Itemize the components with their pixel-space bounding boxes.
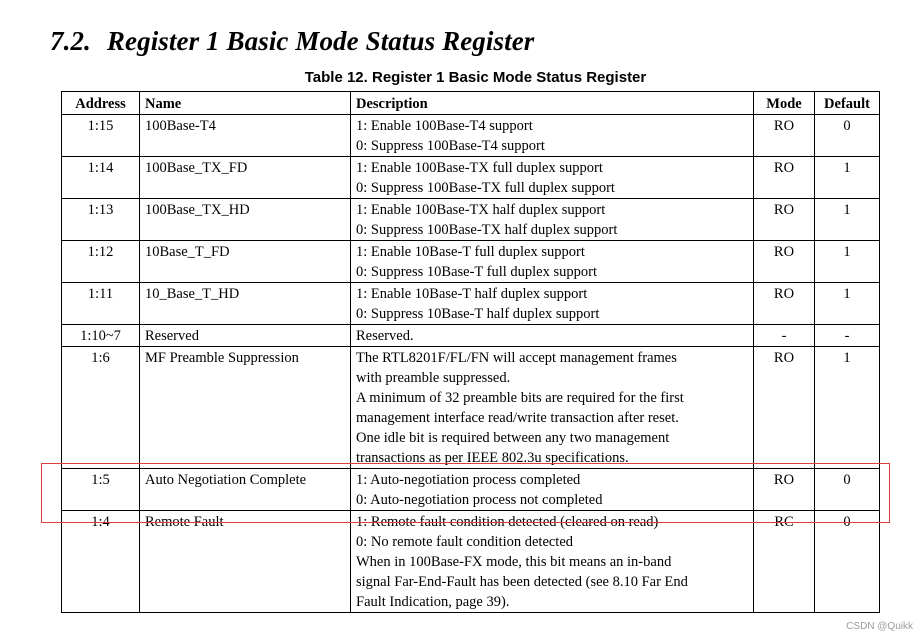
- table-caption: Table 12. Register 1 Basic Mode Status Register: [304, 69, 647, 86]
- description-line: with preamble suppressed.: [356, 370, 511, 386]
- cell-address: 1:11: [62, 283, 140, 325]
- cell-address: 1:5: [62, 469, 140, 511]
- description-line: management interface read/write transaction after reset.: [356, 410, 679, 426]
- description-line: 1: Remote fault condition detected (cleared on read): [356, 514, 659, 530]
- table-row: [62, 241, 880, 283]
- description-line: The RTL8201F/FL/FN will accept management frames: [356, 350, 677, 366]
- description-line: transactions as per IEEE 802.3u specifications.: [356, 450, 629, 466]
- header-name: Name: [140, 92, 351, 115]
- description-line: 0: Suppress 10Base-T half duplex support: [356, 306, 600, 322]
- cell-description: [351, 241, 754, 283]
- header-mode: Mode: [754, 92, 815, 115]
- cell-name: 10Base_T_FD: [140, 241, 351, 283]
- description-line: Reserved.: [356, 328, 414, 344]
- cell-description: [351, 199, 754, 241]
- description-line: One idle bit is required between any two management: [356, 430, 670, 446]
- cell-address: 1:15: [62, 115, 140, 157]
- header-description: Description: [351, 92, 754, 115]
- table-row: [62, 347, 880, 469]
- cell-description: [351, 469, 754, 511]
- cell-mode: RC: [754, 511, 815, 613]
- description-line: 0: Suppress 100Base-TX full duplex support: [356, 180, 615, 196]
- cell-name: 10_Base_T_HD: [140, 283, 351, 325]
- table-row: [62, 199, 880, 241]
- description-line: 1: Enable 10Base-T half duplex support: [356, 286, 588, 302]
- cell-address: 1:10~7: [62, 325, 140, 347]
- header-address: Address: [62, 92, 140, 115]
- table-row: [62, 283, 880, 325]
- register-table: [61, 91, 880, 613]
- cell-description: [351, 115, 754, 157]
- description-line: 1: Auto-negotiation process completed: [356, 472, 581, 488]
- cell-description: [351, 347, 754, 469]
- description-line: Fault Indication, page 39).: [356, 594, 510, 610]
- table-row: [62, 469, 880, 511]
- cell-name: 100Base-T4: [140, 115, 351, 157]
- cell-mode: RO: [754, 241, 815, 283]
- section-number: 7.2.: [50, 26, 91, 56]
- cell-default: 0: [815, 511, 880, 613]
- cell-default: 1: [815, 347, 880, 469]
- cell-description: [351, 283, 754, 325]
- description-line: A minimum of 32 preamble bits are required for the first: [356, 390, 684, 406]
- description-line: 1: Enable 100Base-T4 support: [356, 118, 533, 134]
- section-title: Register 1 Basic Mode Status Register: [106, 26, 535, 56]
- cell-mode: RO: [754, 115, 815, 157]
- cell-default: 1: [815, 199, 880, 241]
- table-row: [62, 115, 880, 157]
- section-heading: [50, 26, 534, 57]
- description-line: 0: Suppress 100Base-TX half duplex support: [356, 222, 618, 238]
- cell-name: MF Preamble Suppression: [140, 347, 351, 469]
- watermark: CSDN @Quikk: [846, 621, 913, 632]
- cell-name: Remote Fault: [140, 511, 351, 613]
- description-line: 0: Auto-negotiation process not completed: [356, 492, 603, 508]
- cell-name: Reserved: [140, 325, 351, 347]
- description-line: When in 100Base-FX mode, this bit means an in-band: [356, 554, 672, 570]
- table-row: [62, 511, 880, 613]
- cell-description: [351, 157, 754, 199]
- cell-mode: RO: [754, 469, 815, 511]
- cell-name: 100Base_TX_HD: [140, 199, 351, 241]
- cell-mode: -: [754, 325, 815, 347]
- table-row: [62, 157, 880, 199]
- cell-address: 1:12: [62, 241, 140, 283]
- cell-description: [351, 511, 754, 613]
- cell-default: -: [815, 325, 880, 347]
- header-default: Default: [815, 92, 880, 115]
- cell-address: 1:4: [62, 511, 140, 613]
- cell-default: 1: [815, 157, 880, 199]
- description-line: 0: Suppress 100Base-T4 support: [356, 138, 545, 154]
- description-line: 0: Suppress 10Base-T full duplex support: [356, 264, 597, 280]
- description-line: 1: Enable 100Base-TX full duplex support: [356, 160, 603, 176]
- description-line: 0: No remote fault condition detected: [356, 534, 574, 550]
- cell-default: 1: [815, 241, 880, 283]
- cell-mode: RO: [754, 199, 815, 241]
- cell-address: 1:13: [62, 199, 140, 241]
- cell-default: 0: [815, 115, 880, 157]
- description-line: 1: Enable 10Base-T full duplex support: [356, 244, 585, 260]
- cell-address: 1:14: [62, 157, 140, 199]
- cell-name: Auto Negotiation Complete: [140, 469, 351, 511]
- cell-mode: RO: [754, 347, 815, 469]
- cell-mode: RO: [754, 283, 815, 325]
- cell-name: 100Base_TX_FD: [140, 157, 351, 199]
- cell-mode: RO: [754, 157, 815, 199]
- table-row: [62, 325, 880, 347]
- cell-default: 0: [815, 469, 880, 511]
- table-header-row: [62, 92, 880, 115]
- description-line: signal Far-End-Fault has been detected (see 8.10 Far End: [356, 574, 688, 590]
- cell-address: 1:6: [62, 347, 140, 469]
- description-line: 1: Enable 100Base-TX half duplex support: [356, 202, 606, 218]
- cell-default: 1: [815, 283, 880, 325]
- cell-description: [351, 325, 754, 347]
